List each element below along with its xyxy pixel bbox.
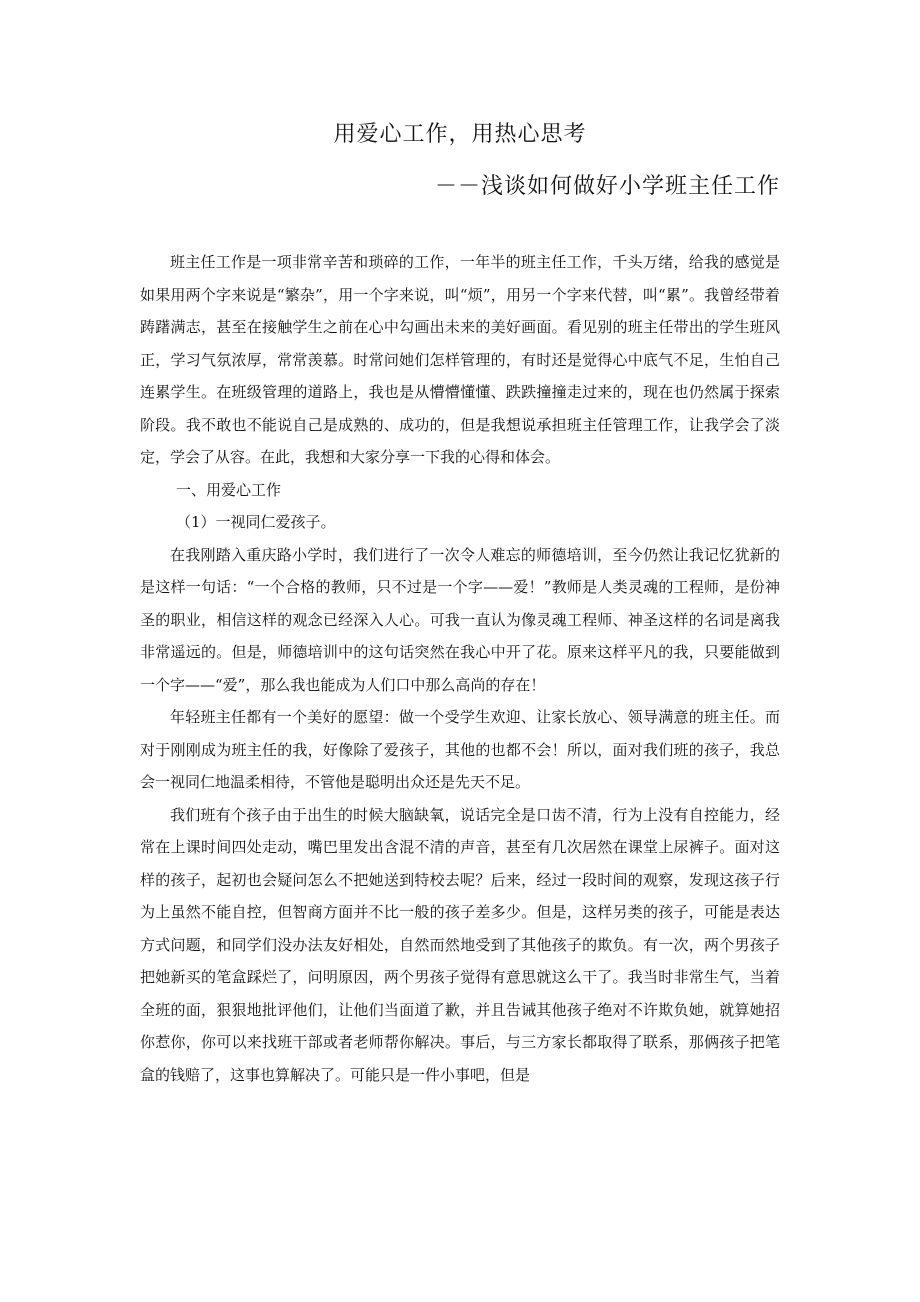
paragraph-story: 我们班有个孩子由于出生的时候大脑缺氧，说话完全是口齿不清，行为上没有自控能力，经常在上课时间四处走动，嘴巴里发出含混不清的声音，甚至有几次居然在课堂上尿裤子。面对这样的孩子，起初也会疑问怎么不把她送到特校去呢？后来，经过一段时间的观察，发现这孩子行为上虽然不能自控，但智商方面并不比一般的孩子差多少。但是，这样另类的孩子，可能是表达方式问题，和同学们没办法友好相处，自然而然地受到了其他孩子的欺负。有一次，两个男孩子把她新买的笔盒踩烂了，问明原因，两个男孩子觉得有意思就这么干了。我当时非常生气，当着全班的面，狠狠地批评他们，让他们当面道了歉，并且告诫其他孩子绝对不许欺负她，就算她招你惹你，你可以来找班干部或者老师帮你解决。事后，与三方家长都取得了联系，那俩孩子把笔盒的钱赔了，这事也算解决了。可能只是一件小事吧，但是	[140, 805, 780, 1084]
paragraph-training: 在我刚踏入重庆路小学时，我们进行了一次令人难忘的师德培训，至今仍然让我记忆犹新的是这样一句话：“一个合格的教师，只不过是一个字——爱！”教师是人类灵魂的工程师，是份神圣的职业，相信这样的观念已经深入人心。可我一直认为像灵魂工程师、神圣这样的名词是离我非常遥远的。但是，师德培训中的这句话突然在我心中开了花。原来这样平凡的我，只要能做到一个字——“爱”，那么我也能成为人们口中那么高尚的存在！	[140, 545, 780, 694]
document-subtitle: －－浅谈如何做好小学班主任工作	[434, 174, 780, 199]
section-heading: 一、用爱心工作	[176, 480, 282, 499]
document-title: 用爱心工作，用热心思考	[333, 122, 587, 147]
subsection-heading: （1）一视同仁爱孩子。	[176, 513, 336, 531]
paragraph-intro: 班主任工作是一项非常辛苦和琐碎的工作，一年半的班主任工作，千头万绪，给我的感觉是如果用两个字来说是“繁杂”，用一个字来说，叫“烦”，用另一个字来代替，叫“累”。我曾经带着踌躇满志，甚至在接触学生之前在心中勾画出未来的美好画面。看见别的班主任带出的学生班风正，学习气氛浓厚，常常羡慕。时常问她们怎样管理的，有时还是觉得心中底气不足，生怕自己连累学生。在班级管理的道路上，我也是从懵懵懂懂、跌跌撞撞走过来的，现在也仍然属于探索阶段。我不敢也不能说自己是成熟的、成功的，但是我想说承担班主任管理工作，让我学会了淡定，学会了从容。在此，我想和大家分享一下我的心得和体会。	[140, 253, 780, 466]
document-body	[140, 246, 780, 1091]
paragraph-wish: 年轻班主任都有一个美好的愿望：做一个受学生欢迎、让家长放心、领导满意的班主任。而对于刚刚成为班主任的我，好像除了爱孩子，其他的也都不会！所以，面对我们班的孩子，我总会一视同仁地温柔相待，不管他是聪明出众还是先天不足。	[140, 708, 780, 791]
